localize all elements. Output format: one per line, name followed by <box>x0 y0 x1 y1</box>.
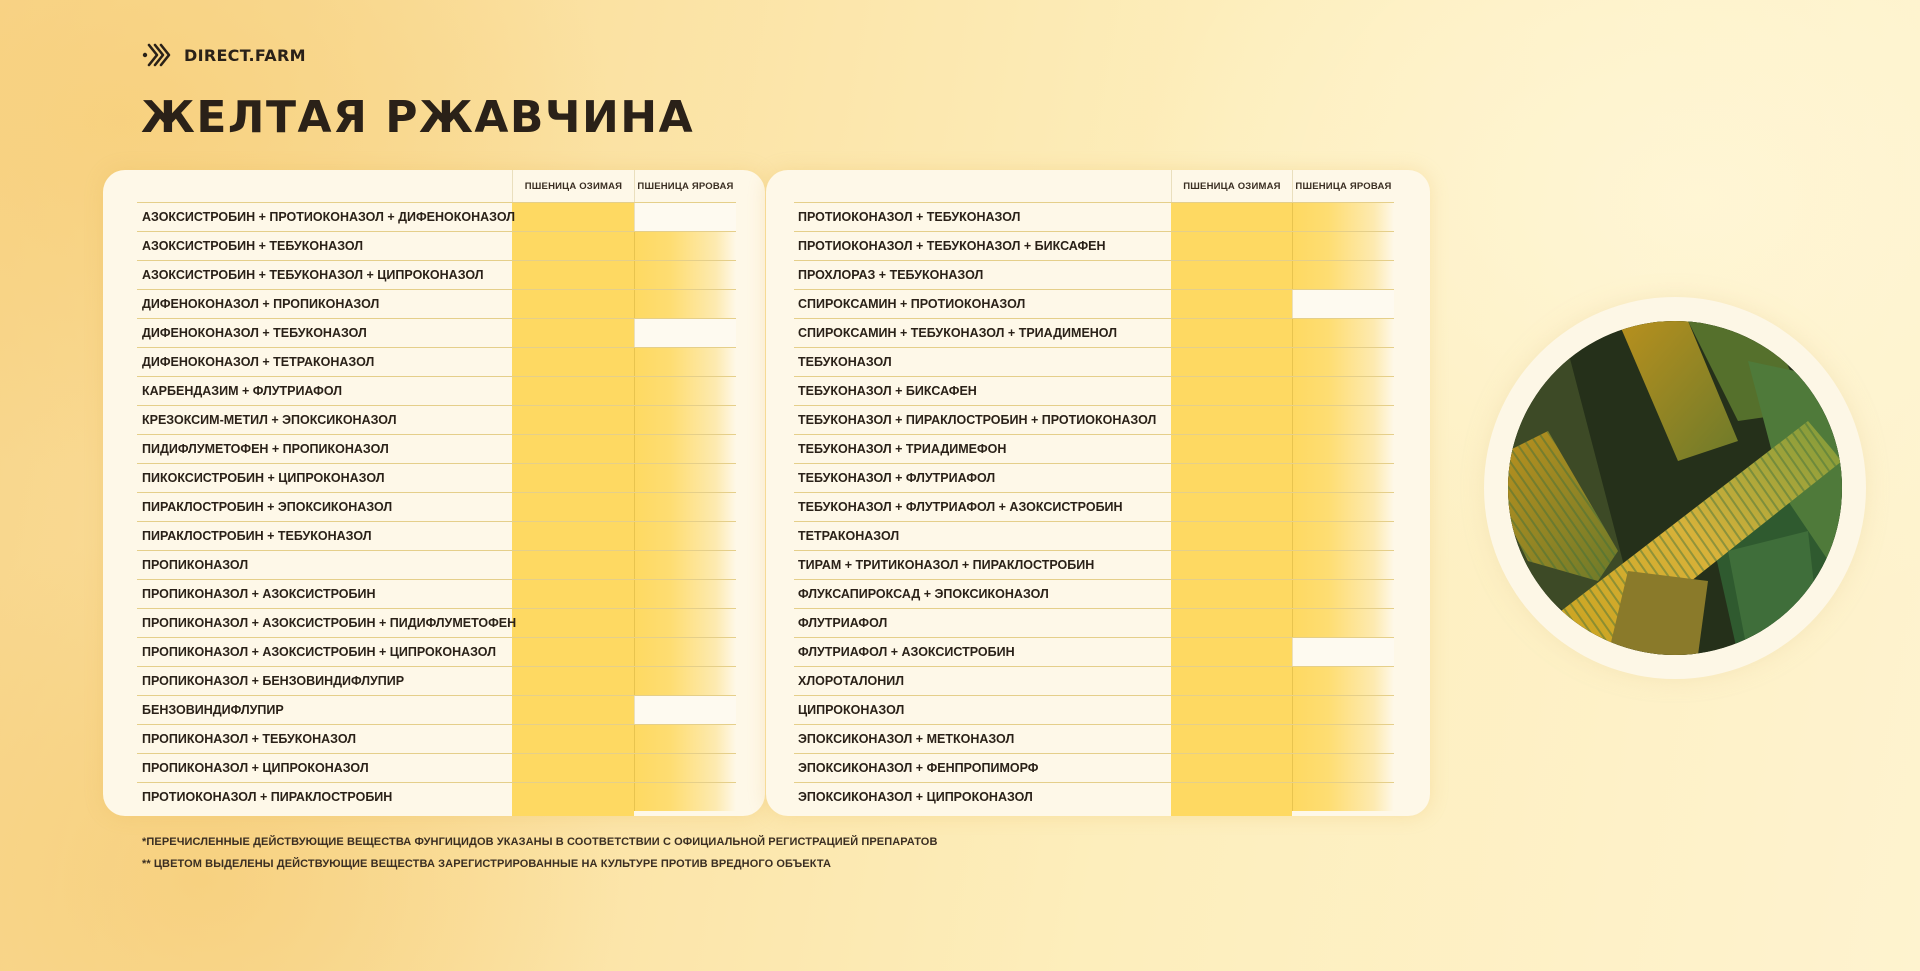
table-row <box>794 318 1394 347</box>
spring-wheat-empty-cell <box>1292 290 1394 318</box>
table-row <box>137 637 736 666</box>
fungicide-table-left <box>103 170 765 816</box>
spring-wheat-registered-cell <box>634 667 736 695</box>
spring-wheat-registered-cell <box>634 493 736 521</box>
spring-wheat-registered-cell <box>634 348 736 376</box>
active-substance-name: ПРОПИКОНАЗОЛ + ТЕБУКОНАЗОЛ <box>142 732 357 746</box>
table-row <box>794 782 1394 811</box>
spring-wheat-registered-cell <box>1292 522 1394 550</box>
table-row <box>794 550 1394 579</box>
table-row <box>794 608 1394 637</box>
active-substance-name: БЕНЗОВИНДИФЛУПИР <box>142 703 284 717</box>
brand-name: DIRECT.FARM <box>184 45 306 65</box>
table-row <box>794 521 1394 550</box>
table-row <box>794 289 1394 318</box>
table-row <box>137 202 736 231</box>
spring-wheat-registered-cell <box>634 783 736 811</box>
table-row <box>137 753 736 782</box>
spring-wheat-registered-cell <box>634 377 736 405</box>
table-row <box>794 637 1394 666</box>
spring-wheat-registered-cell <box>1292 348 1394 376</box>
active-substance-name: ПРОТИОКОНАЗОЛ + ПИРАКЛОСТРОБИН <box>142 790 393 804</box>
active-substance-name: ПИРАКЛОСТРОБИН + ТЕБУКОНАЗОЛ <box>142 529 372 543</box>
spring-wheat-registered-cell <box>634 290 736 318</box>
spring-wheat-registered-cell <box>1292 493 1394 521</box>
spring-wheat-registered-cell <box>1292 377 1394 405</box>
table-row <box>794 695 1394 724</box>
table-row <box>137 666 736 695</box>
table-row <box>137 260 736 289</box>
active-substance-name: ПИДИФЛУМЕТОФЕН + ПРОПИКОНАЗОЛ <box>142 442 389 456</box>
active-substance-name: ПРОПИКОНАЗОЛ <box>142 558 249 572</box>
spring-wheat-registered-cell <box>1292 406 1394 434</box>
page-title: ЖЕЛТАЯ РЖАВЧИНА <box>141 92 695 143</box>
spring-wheat-registered-cell <box>634 232 736 260</box>
spring-wheat-empty-cell <box>634 696 736 724</box>
table-rows <box>766 202 1430 811</box>
active-substance-name: ПРОПИКОНАЗОЛ + БЕНЗОВИНДИФЛУПИР <box>142 674 405 688</box>
table-row <box>137 608 736 637</box>
spring-wheat-registered-cell <box>634 609 736 637</box>
spring-wheat-registered-cell <box>634 754 736 782</box>
table-row <box>137 347 736 376</box>
table-row <box>137 492 736 521</box>
spring-wheat-registered-cell <box>1292 580 1394 608</box>
table-row <box>794 202 1394 231</box>
active-substance-name: ПРОПИКОНАЗОЛ + ЦИПРОКОНАЗОЛ <box>142 761 369 775</box>
active-substance-name: ДИФЕНОКОНАЗОЛ + ТЕБУКОНАЗОЛ <box>142 326 367 340</box>
wheat-rust-photo <box>1508 321 1842 655</box>
table-row <box>794 376 1394 405</box>
spring-wheat-registered-cell <box>1292 725 1394 753</box>
table-row <box>794 753 1394 782</box>
active-substance-name: ЦИПРОКОНАЗОЛ <box>798 703 905 717</box>
table-row <box>794 260 1394 289</box>
active-substance-name: ФЛУТРИАФОЛ <box>798 616 888 630</box>
spring-wheat-registered-cell <box>1292 754 1394 782</box>
active-substance-name: ТЕТРАКОНАЗОЛ <box>798 529 900 543</box>
active-substance-name: АЗОКСИСТРОБИН + ПРОТИОКОНАЗОЛ + ДИФЕНОКОНАЗОЛ <box>142 210 516 224</box>
active-substance-name: ПРОПИКОНАЗОЛ + АЗОКСИСТРОБИН + ПИДИФЛУМЕТОФЕН <box>142 616 517 630</box>
spring-wheat-registered-cell <box>1292 551 1394 579</box>
table-row <box>137 782 736 811</box>
column-header-spring-wheat: ПШЕНИЦА ЯРОВАЯ <box>634 170 736 202</box>
table-row <box>794 579 1394 608</box>
active-substance-name: СПИРОКСАМИН + ТЕБУКОНАЗОЛ + ТРИАДИМЕНОЛ <box>798 326 1117 340</box>
brand-logo <box>142 42 306 68</box>
spring-wheat-registered-cell <box>634 725 736 753</box>
table-row <box>794 492 1394 521</box>
table-row <box>137 579 736 608</box>
active-substance-name: АЗОКСИСТРОБИН + ТЕБУКОНАЗОЛ <box>142 239 364 253</box>
spring-wheat-registered-cell <box>634 551 736 579</box>
active-substance-name: ТЕБУКОНАЗОЛ + ТРИАДИМЕФОН <box>798 442 1007 456</box>
spring-wheat-registered-cell <box>1292 261 1394 289</box>
spring-wheat-registered-cell <box>1292 464 1394 492</box>
table-row <box>794 347 1394 376</box>
table-row <box>137 724 736 753</box>
table-row <box>137 521 736 550</box>
table-row <box>794 434 1394 463</box>
footnote-color-legend: ** ЦВЕТОМ ВЫДЕЛЕНЫ ДЕЙСТВУЮЩИЕ ВЕЩЕСТВА ЗАРЕГИСТРИРОВАННЫЕ НА КУЛЬТУРЕ ПРОТИВ ВРЕДНОГО ОБЪЕКТА <box>142 858 831 870</box>
spring-wheat-registered-cell <box>1292 319 1394 347</box>
active-substance-name: ЭПОКСИКОНАЗОЛ + ЦИПРОКОНАЗОЛ <box>798 790 1033 804</box>
active-substance-name: ТЕБУКОНАЗОЛ + ФЛУТРИАФОЛ <box>798 471 996 485</box>
column-header-winter-wheat: ПШЕНИЦА ОЗИМАЯ <box>512 170 634 202</box>
active-substance-name: ТИРАМ + ТРИТИКОНАЗОЛ + ПИРАКЛОСТРОБИН <box>798 558 1095 572</box>
active-substance-name: ПРОПИКОНАЗОЛ + АЗОКСИСТРОБИН <box>142 587 376 601</box>
table-row <box>137 231 736 260</box>
active-substance-name: КРЕЗОКСИМ-МЕТИЛ + ЭПОКСИКОНАЗОЛ <box>142 413 397 427</box>
spring-wheat-registered-cell <box>1292 203 1394 231</box>
active-substance-name: ТЕБУКОНАЗОЛ + БИКСАФЕН <box>798 384 977 398</box>
spring-wheat-registered-cell <box>1292 667 1394 695</box>
spring-wheat-empty-cell <box>1292 638 1394 666</box>
active-substance-name: ТЕБУКОНАЗОЛ + ПИРАКЛОСТРОБИН + ПРОТИОКОНАЗОЛ <box>798 413 1157 427</box>
spring-wheat-registered-cell <box>1292 696 1394 724</box>
spring-wheat-registered-cell <box>634 638 736 666</box>
table-rows <box>103 202 765 811</box>
active-substance-name: ПРОХЛОРАЗ + ТЕБУКОНАЗОЛ <box>798 268 984 282</box>
table-row <box>137 289 736 318</box>
table-row <box>137 405 736 434</box>
active-substance-name: АЗОКСИСТРОБИН + ТЕБУКОНАЗОЛ + ЦИПРОКОНАЗОЛ <box>142 268 484 282</box>
spring-wheat-registered-cell <box>634 580 736 608</box>
table-row <box>794 724 1394 753</box>
active-substance-name: ФЛУКСАПИРОКСАД + ЭПОКСИКОНАЗОЛ <box>798 587 1049 601</box>
active-substance-name: ТЕБУКОНАЗОЛ + ФЛУТРИАФОЛ + АЗОКСИСТРОБИН <box>798 500 1123 514</box>
active-substance-name: ПРОТИОКОНАЗОЛ + ТЕБУКОНАЗОЛ <box>798 210 1021 224</box>
spring-wheat-registered-cell <box>1292 609 1394 637</box>
active-substance-name: ДИФЕНОКОНАЗОЛ + ТЕТРАКОНАЗОЛ <box>142 355 375 369</box>
active-substance-name: ЭПОКСИКОНАЗОЛ + ФЕНПРОПИМОРФ <box>798 761 1039 775</box>
leaf-image-icon <box>1508 321 1842 655</box>
spring-wheat-registered-cell <box>634 406 736 434</box>
spring-wheat-registered-cell <box>634 261 736 289</box>
active-substance-name: ФЛУТРИАФОЛ + АЗОКСИСТРОБИН <box>798 645 1015 659</box>
table-row <box>137 463 736 492</box>
table-row <box>137 434 736 463</box>
table-row <box>794 231 1394 260</box>
spring-wheat-empty-cell <box>634 319 736 347</box>
active-substance-name: ПИРАКЛОСТРОБИН + ЭПОКСИКОНАЗОЛ <box>142 500 393 514</box>
table-row <box>137 376 736 405</box>
active-substance-name: ЭПОКСИКОНАЗОЛ + МЕТКОНАЗОЛ <box>798 732 1015 746</box>
active-substance-name: СПИРОКСАМИН + ПРОТИОКОНАЗОЛ <box>798 297 1026 311</box>
active-substance-name: ПРОТИОКОНАЗОЛ + ТЕБУКОНАЗОЛ + БИКСАФЕН <box>798 239 1106 253</box>
footnote-registration: *ПЕРЕЧИСЛЕННЫЕ ДЕЙСТВУЮЩИЕ ВЕЩЕСТВА ФУНГИЦИДОВ УКАЗАНЫ В СООТВЕТСТВИИ С ОФИЦИАЛЬНОЙ РЕГИСТРАЦИЕЙ ПРЕПАРАТОВ <box>142 836 938 848</box>
column-header-spring-wheat: ПШЕНИЦА ЯРОВАЯ <box>1292 170 1394 202</box>
column-header-winter-wheat: ПШЕНИЦА ОЗИМАЯ <box>1171 170 1292 202</box>
fungicide-table-right <box>766 170 1430 816</box>
spring-wheat-registered-cell <box>634 522 736 550</box>
active-substance-name: ДИФЕНОКОНАЗОЛ + ПРОПИКОНАЗОЛ <box>142 297 380 311</box>
active-substance-name: ТЕБУКОНАЗОЛ <box>798 355 892 369</box>
table-row <box>137 550 736 579</box>
spring-wheat-registered-cell <box>1292 435 1394 463</box>
active-substance-name: КАРБЕНДАЗИМ + ФЛУТРИАФОЛ <box>142 384 343 398</box>
table-row <box>794 405 1394 434</box>
spring-wheat-registered-cell <box>634 464 736 492</box>
active-substance-name: ХЛОРОТАЛОНИЛ <box>798 674 905 688</box>
table-row <box>137 318 736 347</box>
spring-wheat-empty-cell <box>634 203 736 231</box>
spring-wheat-registered-cell <box>1292 232 1394 260</box>
active-substance-name: ПИКОКСИСТРОБИН + ЦИПРОКОНАЗОЛ <box>142 471 385 485</box>
table-row <box>137 695 736 724</box>
photo-frame <box>1484 297 1866 679</box>
active-substance-name: ПРОПИКОНАЗОЛ + АЗОКСИСТРОБИН + ЦИПРОКОНАЗОЛ <box>142 645 496 659</box>
spring-wheat-registered-cell <box>1292 783 1394 811</box>
chevrons-icon <box>142 42 176 68</box>
spring-wheat-registered-cell <box>634 435 736 463</box>
footnotes <box>142 836 938 880</box>
table-row <box>794 463 1394 492</box>
table-row <box>794 666 1394 695</box>
